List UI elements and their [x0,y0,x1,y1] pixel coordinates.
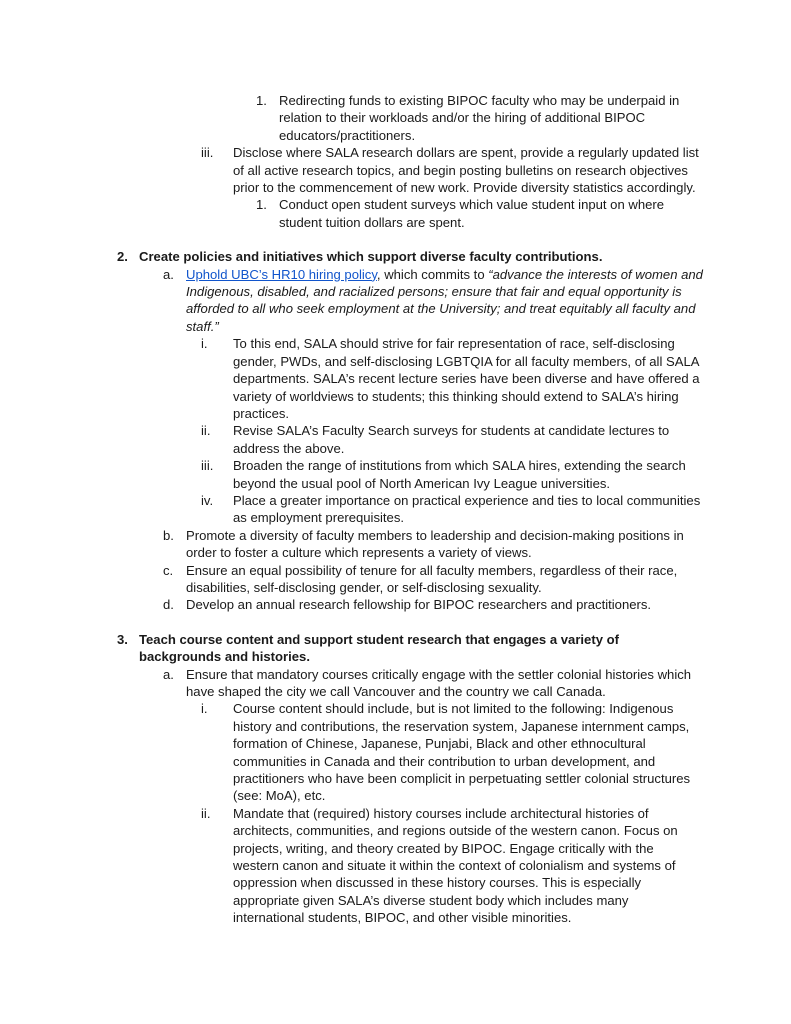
section-heading-2 [0,248,791,265]
list-item [0,457,791,492]
paragraph-gap [0,614,791,631]
policy-quote: “advance the interests of women and Indigenous, disabled, and racialized persons; ensure that fair and equal opportunity is afforded to all who seek employment at the University; and treat equitably all faculty and staff.” [186,266,703,334]
list-marker: 1. [256,197,267,213]
hr10-policy-link[interactable]: Uphold UBC’s HR10 hiring policy [186,266,377,282]
list-item [0,92,791,144]
list-marker: a. [163,666,174,682]
list-item-text: Ensure that mandatory courses critically engage with the settler colonial histories which have shaped the city we call Vancouver and the country we call Canada. [186,666,692,699]
list-item [0,596,791,613]
list-item [0,422,791,457]
list-item-text: Broaden the range of institutions from which SALA hires, extending the search beyond the usual pool of North American Ivy League universities. [233,458,686,491]
section-heading-3 [0,631,791,666]
list-marker: i. [201,701,208,717]
list-marker: iii. [201,458,214,474]
list-marker: d. [163,597,174,613]
list-marker: 2. [117,249,128,265]
list-item-text: Redirecting funds to existing BIPOC faculty who may be underpaid in relation to their workloads and/or the hiring of additional BIPOC educators/practitioners. [279,93,680,143]
list-item [0,266,791,336]
paragraph-gap [0,231,791,248]
list-marker: iii. [201,145,214,161]
list-item [0,196,791,231]
list-marker: ii. [201,805,211,821]
lead-text: , which commits to [376,266,489,282]
list-marker: iv. [201,492,214,508]
document-page [0,92,791,927]
list-item-text [186,266,706,336]
section-heading-text: Create policies and initiatives which support diverse faculty contributions. [139,249,603,265]
list-marker: a. [163,266,174,282]
list-item-text: Ensure an equal possibility of tenure for all faculty members, regardless of their race, disabilities, self-disclosing gender, or self-disclosing sexuality. [186,562,678,595]
list-marker: i. [201,336,208,352]
list-item-text: Develop an annual research fellowship for BIPOC researchers and practitioners. [186,597,652,613]
list-item [0,666,791,701]
list-item [0,335,791,422]
list-item-text: Disclose where SALA research dollars are spent, provide a regularly updated list of all active research topics, and begin posting bulletins on research objectives prior to the commencement of new work. Provide diversity statistics accordingly. [233,145,699,196]
list-marker: c. [163,562,174,578]
list-item-text: Mandate that (required) history courses include architectural histories of architects, communities, and regions outside of the western canon. Focus on projects, writing, and theory created by BIPOC. Engage critically with the western canon and situate it within the context of colonialism and systems of oppression when discussed in these history courses. This is especially appropriate given SALA’s diverse student body which includes many international students, BIPOC, and other visible minorities. [233,805,678,926]
list-item-text: Place a greater importance on practical experience and ties to local communities as employment prerequisites. [233,492,701,526]
list-marker: ii. [201,423,211,439]
list-marker: 3. [117,631,128,647]
list-marker: 1. [256,93,267,108]
list-item-text: Course content should include, but is not limited to the following: Indigenous history and contributions, the reservation system, Japanese internment camps, formation of Chinese, Japanese, Punjabi, Black and other ethnocultural communities in Canada and their contribution to urban development, and practitioners who have been complicit in perpetuating settler colonial structures (see: MoA), etc. [233,701,691,804]
list-item [0,144,791,196]
list-item [0,527,791,562]
list-item [0,492,791,527]
list-item-text: Revise SALA’s Faculty Search surveys for students at candidate lectures to address the above. [233,423,670,456]
list-item-text: Conduct open student surveys which value student input on where student tuition dollars are spent. [279,197,665,230]
list-item-text: To this end, SALA should strive for fair representation of race, self-disclosing gender, PWDs, and self-disclosing LGBTQIA for all faculty members, of all SALA departments. SALA’s recent lecture series have been diverse and have offered a variety of worldviews to students; this thinking should extend to SALA’s hiring practices. [233,336,700,421]
list-item [0,700,791,804]
list-item [0,562,791,597]
list-item-text: Promote a diversity of faculty members to leadership and decision-making positions in order to foster a culture which represents a variety of views. [186,527,684,561]
list-item [0,805,791,927]
section-heading-text: Teach course content and support student research that engages a variety of backgrounds and histories. [139,631,619,665]
list-marker: b. [163,527,174,543]
